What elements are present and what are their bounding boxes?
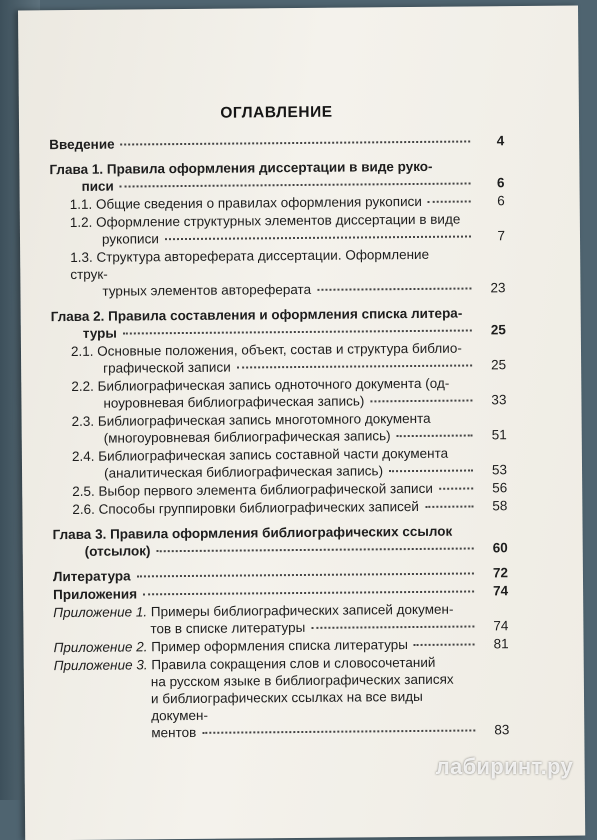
dot-leader xyxy=(120,182,471,188)
toc-page-number: 25 xyxy=(491,357,507,373)
book-page xyxy=(18,6,585,840)
toc-entry xyxy=(52,409,507,447)
toc-page-number: 6 xyxy=(497,193,505,209)
toc-page-number: 56 xyxy=(492,480,508,496)
toc-entry xyxy=(50,210,505,248)
toc-page-number: 81 xyxy=(493,636,509,652)
toc-entry-title-cont: ноуровневая библиографическая запись) xyxy=(103,393,365,411)
toc-page-number: 58 xyxy=(492,498,508,514)
toc-entry-title: 1.1. Общие сведения о правилах оформления рукописи xyxy=(69,193,422,212)
page-title: ОГЛАВЛЕНИЕ xyxy=(220,103,333,122)
toc-page-number: 53 xyxy=(491,462,508,478)
toc-entry-title: 2.5. Выбор первого элемента библиографической записи xyxy=(72,480,433,499)
dot-leader xyxy=(237,363,472,368)
toc-entry xyxy=(51,304,506,342)
toc-entry-title-cont: (отсылок) xyxy=(84,543,151,559)
toc-appendix-entry xyxy=(53,600,508,638)
dot-leader xyxy=(156,546,473,552)
toc-entry-title: 2.6. Способы группировки библиографических записей xyxy=(72,498,419,517)
toc-entry-title: Глава 1. Правила оформления диссертации в виде руко- xyxy=(49,158,433,178)
toc-page-number: 7 xyxy=(497,228,506,244)
toc-page-number: 4 xyxy=(496,133,505,149)
toc-entry-title-cont: на русском языке в библиографических записях xyxy=(150,671,454,690)
dot-leader xyxy=(121,140,471,146)
toc-entry-title-cont: рукописи xyxy=(101,231,159,247)
toc-page-number: 33 xyxy=(491,392,507,408)
toc-entry xyxy=(50,245,505,300)
toc-entry-title: 2.4. Библиографическая запись составной части документа xyxy=(71,445,449,464)
toc-page-number: 60 xyxy=(492,540,508,556)
dot-leader xyxy=(143,589,474,595)
toc-entry-title-cont: графической записи xyxy=(103,359,231,376)
dot-leader xyxy=(137,571,474,577)
toc-appendix-entry xyxy=(54,653,510,742)
toc-entry-title: Литература xyxy=(52,568,131,585)
toc-page-number: 23 xyxy=(490,280,506,296)
toc-entry xyxy=(53,522,508,560)
toc-entry-title: Глава 3. Правила оформления библиографических ссылок xyxy=(52,523,453,543)
toc-entry-title: 2.1. Основные положения, объект, состав и структура библио- xyxy=(70,340,462,359)
toc-entry-title: 2.2. Библиографическая запись одноточного документа (од- xyxy=(71,375,450,394)
toc-entry-title-cont: туры xyxy=(82,325,117,341)
toc-entry-title: Глава 2. Правила составления и оформления списка литера- xyxy=(50,305,463,325)
toc-entry-title: Введение xyxy=(49,136,115,153)
toc-entry-title: Правила сокращения слов и словосочетаний xyxy=(147,654,436,673)
toc-entry xyxy=(51,339,506,377)
toc-page-number: 83 xyxy=(494,722,510,738)
appendix-label: Приложение 3. xyxy=(53,657,148,674)
dot-leader xyxy=(370,398,472,402)
toc-entry-title: 1.3. Структура автореферата диссертации. Оформление струк- xyxy=(70,246,430,282)
dot-leader xyxy=(414,642,475,646)
dot-leader xyxy=(311,624,474,628)
dot-leader xyxy=(123,328,472,334)
toc-entry xyxy=(51,374,506,412)
toc-entry-title: 2.3. Библиографическая запись многотомного документа xyxy=(71,410,431,429)
toc-entry-title-cont: (многоуровневая библиографическая запись) xyxy=(103,428,391,446)
toc-entry-title-cont: тов в списке литературы xyxy=(150,619,306,637)
dot-leader xyxy=(439,486,473,489)
toc-entry xyxy=(49,157,504,195)
dot-leader xyxy=(425,504,474,507)
toc-entry-title: 1.2. Оформление структурных элементов диссертации в виде xyxy=(69,211,461,230)
toc-entry xyxy=(52,444,507,482)
toc-entry-title-cont: писи xyxy=(81,178,114,194)
toc-page-number: 72 xyxy=(492,565,509,581)
toc-page-number: 25 xyxy=(490,322,506,338)
dot-leader xyxy=(202,728,475,733)
appendix-label: Приложение 1. xyxy=(53,604,148,621)
toc-entry-title-cont: (аналитическая библиографическая запись) xyxy=(103,463,384,481)
toc-entry-title: Примеры библиографических записей докумен- xyxy=(147,601,454,620)
toc-page-number: 51 xyxy=(491,427,507,443)
dot-leader xyxy=(397,433,473,437)
toc-entry-title-cont: ментов xyxy=(151,724,197,741)
toc-page-number: 74 xyxy=(492,583,509,599)
toc-entry-title: Приложения xyxy=(53,586,138,603)
dot-leader xyxy=(317,286,471,290)
watermark-logo: лабиринт.ру xyxy=(435,754,573,779)
table-of-contents xyxy=(49,102,510,743)
dot-leader xyxy=(165,234,471,240)
toc-page-number: 74 xyxy=(493,618,509,634)
appendix-label: Приложение 2. xyxy=(53,639,148,656)
dot-leader xyxy=(389,468,473,472)
toc-page-number: 6 xyxy=(496,175,505,191)
toc-entry-title: Пример оформления списка литературы xyxy=(147,637,409,655)
toc-entry-title-cont: и библиографических ссылках на все виды докумен- xyxy=(150,688,423,724)
toc-entry-title-cont: турных элементов автореферата xyxy=(102,281,312,299)
dot-leader xyxy=(428,200,471,203)
